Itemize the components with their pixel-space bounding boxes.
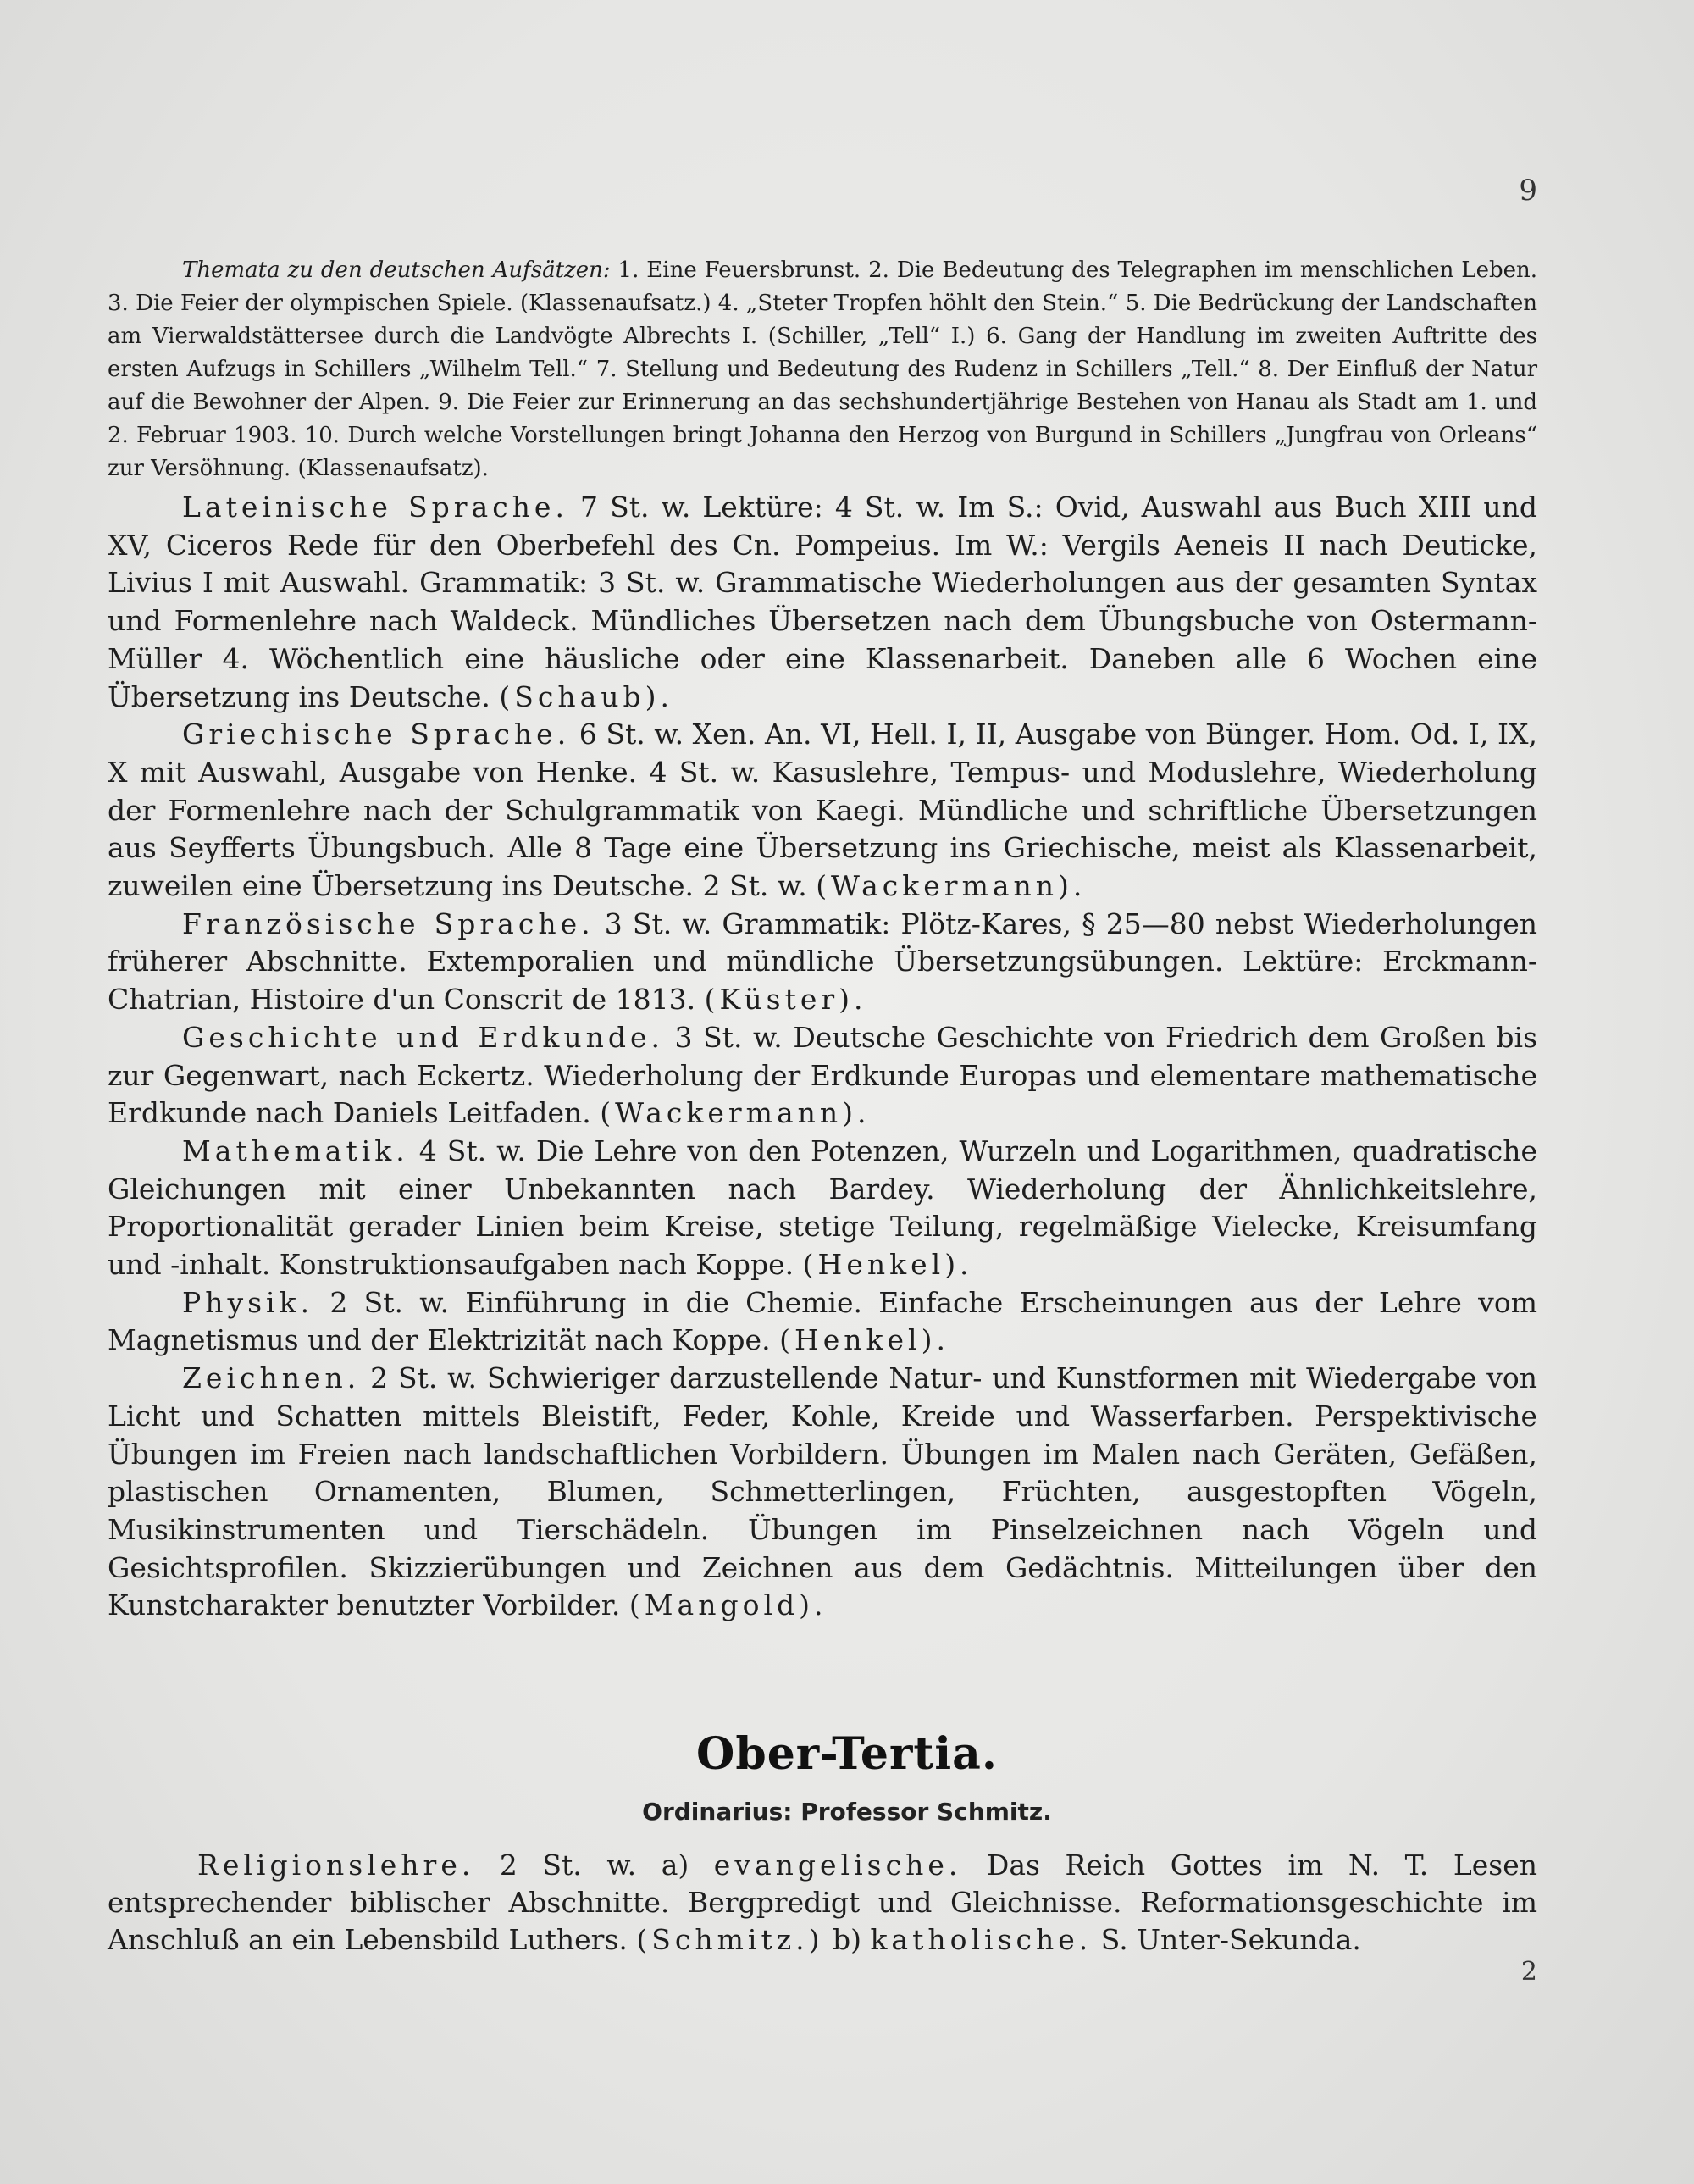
section-teacher: (Mangold).	[628, 1588, 828, 1622]
section-heading: Lateinische Sprache.	[182, 491, 568, 524]
section-heading: Griechische Sprache.	[182, 718, 571, 751]
section-greek	[108, 716, 1537, 906]
class-heading: Ober-Tertia.	[696, 1728, 998, 1780]
section-text: 3 St. w. Grammatik: Plötz-Kares, § 25—80 nebst Wiederholungen früherer Abschnitte. Extemporalien und mündliche Übersetzungsübungen. Lektüre: Erckmann-Chatrian, Histoire d'un Conscrit de 1813.	[108, 906, 1538, 1017]
section-text: 3 St. w. Deutsche Geschichte von Friedrich dem Großen bis zur Gegenwart, nach Eckertz. Wiederholung der Erdkunde Europas und elementare mathematische Erdkunde nach Daniels Leitfaden.	[108, 1020, 1538, 1130]
essay-topics-text: 1. Eine Feuersbrunst. 2. Die Bedeutung des Telegraphen im menschlichen Leben. 3. Die Feier der olympischen Spiele. (Klassenaufsatz.) 4. „Steter Tropfen höhlt den Stein.“ 5. Die Bedrückung der Landschaften am Vierwaldstättersee durch die Landvögte Albrechts I. (Schiller, „Tell“ I.) 6. Gang der Handlung im zweiten Auftritte des ersten Aufzugs in Schillers „Wilhelm Tell.“ 7. Stellung und Bedeutung des Rudenz in Schillers „Tell.“ 8. Der Einfluß der Natur auf die Bewohner der Alpen. 9. Die Feier zur Erinnerung an das sechshundertjährige Bestehen von Hanau als Stadt am 1. und 2. Februar 1903. 10. Durch welche Vorstellungen bringt Johanna den Herzog von Burgund in Schillers „Jungfrau von Orleans“ zur Versöhnung. (Klassenaufsatz).	[108, 258, 1538, 481]
section-teacher: (Henkel).	[802, 1248, 973, 1282]
section-heading: Geschichte und Erdkunde.	[182, 1020, 664, 1054]
page-number: 9	[1519, 174, 1537, 208]
section-text: b)	[823, 1923, 871, 1956]
section-teacher: (Wackermann).	[816, 869, 1087, 903]
section-religion	[108, 1847, 1537, 1959]
section-mathematics	[108, 1133, 1537, 1284]
denomination-label: katholische.	[870, 1923, 1093, 1956]
section-drawing	[108, 1360, 1537, 1625]
essay-topics-paragraph	[108, 254, 1537, 485]
section-heading: Zeichnen.	[182, 1361, 361, 1395]
section-heading: Religionslehre.	[197, 1849, 475, 1882]
section-teacher: (Küster).	[704, 983, 867, 1017]
essay-topics-title: Themata zu den deutschen Aufsätzen:	[182, 258, 611, 283]
section-text: 4 St. w. Die Lehre von den Potenzen, Wurzeln und Logarithmen, quadratische Gleichungen mit einer Unbekannten nach Bardey. Wiederholung der Ähnlichkeitslehre, Proportionalität gerader Linien beim Kreise, stetige Teilung, regelmäßige Vielecke, Kreisumfang und -inhalt. Konstruktionsaufgaben nach Koppe.	[108, 1134, 1537, 1282]
section-text: 7 St. w. Lektüre: 4 St. w. Im S.: Ovid, Auswahl aus Buch XIII und XV, Ciceros Rede für den Oberbefehl des Cn. Pompeius. Im W.: Vergils Aeneis II nach Deuticke, Livius I mit Auswahl. Grammatik: 3 St. w. Grammatische Wiederholungen aus der gesamten Syntax und Formenlehre nach Waldeck. Mündliches Übersetzen nach dem Übungsbuche von Ostermann-Müller 4. Wöchentlich eine häusliche oder eine Klassenarbeit. Daneben alle 6 Wochen eine Übersetzung ins Deutsche.	[108, 491, 1537, 713]
section-teacher: (Wackermann).	[600, 1096, 871, 1130]
ordinarius-line: Ordinarius: Professor Schmitz.	[642, 1798, 1052, 1826]
section-heading: Französische Sprache.	[182, 906, 595, 940]
denomination-label: evangelische.	[713, 1849, 962, 1882]
section-heading: Physik.	[182, 1285, 314, 1319]
section-text: Das Reich Gottes im N. T. Lesen entsprechender biblischer Abschnitte. Bergpredigt und Gleichnisse. Reformationsgeschichte im Anschluß an ein Lebensbild Luthers.	[108, 1849, 1538, 1956]
section-text: 2 St. w. Schwieriger darzustellende Natur- und Kunstformen mit Wiedergabe von Licht und Schatten mittels Bleistift, Feder, Kohle, Kreide und Wasserfarben. Perspektivische Übungen im Freien nach landschaftlichen Vorbildern. Übungen im Malen nach Geräten, Gefäßen, plastischen Ornamenten, Blumen, Schmetterlingen, Früchten, ausgestopften Vögeln, Musikinstrumenten und Tierschädeln. Übungen im Pinselzeichnen nach Vögeln und Gesichtsprofilen. Skizzierübungen und Zeichnen aus dem Gedächtnis. Mitteilungen über den Kunstcharakter benutzter Vorbilder.	[108, 1361, 1537, 1622]
signature-mark: 2	[1520, 1957, 1537, 1987]
section-french	[108, 906, 1537, 1019]
main-text	[108, 254, 1537, 1625]
section-text: S. Unter-Sekunda.	[1092, 1923, 1361, 1956]
section-text: 2 St. w. a)	[474, 1849, 714, 1882]
section-text: 6 St. w. Xen. An. VI, Hell. I, II, Ausgabe von Bünger. Hom. Od. I, IX, X mit Auswahl, Ausgabe von Henke. 4 St. w. Kasuslehre, Tempus- und Moduslehre, Wiederholung der Formenlehre nach der Schulgrammatik von Kaegi. Mündliche und schriftliche Übersetzungen aus Seyfferts Übungsbuch. Alle 8 Tage eine Übersetzung ins Griechische, meist als Klassenarbeit, zuweilen eine Übersetzung ins Deutsche. 2 St. w.	[108, 718, 1537, 903]
section-text: 2 St. w. Einführung in die Chemie. Einfache Erscheinungen aus der Lehre vom Magnetismus und der Elektrizität nach Koppe.	[108, 1285, 1537, 1357]
section-teacher: (Schaub).	[499, 679, 674, 713]
section-latin	[108, 489, 1537, 716]
section-heading: Mathematik.	[182, 1134, 409, 1167]
section-physics	[108, 1284, 1537, 1360]
section-history-geography	[108, 1019, 1537, 1133]
section-teacher: (Schmitz.)	[636, 1923, 824, 1956]
section-teacher: (Henkel).	[779, 1323, 949, 1357]
